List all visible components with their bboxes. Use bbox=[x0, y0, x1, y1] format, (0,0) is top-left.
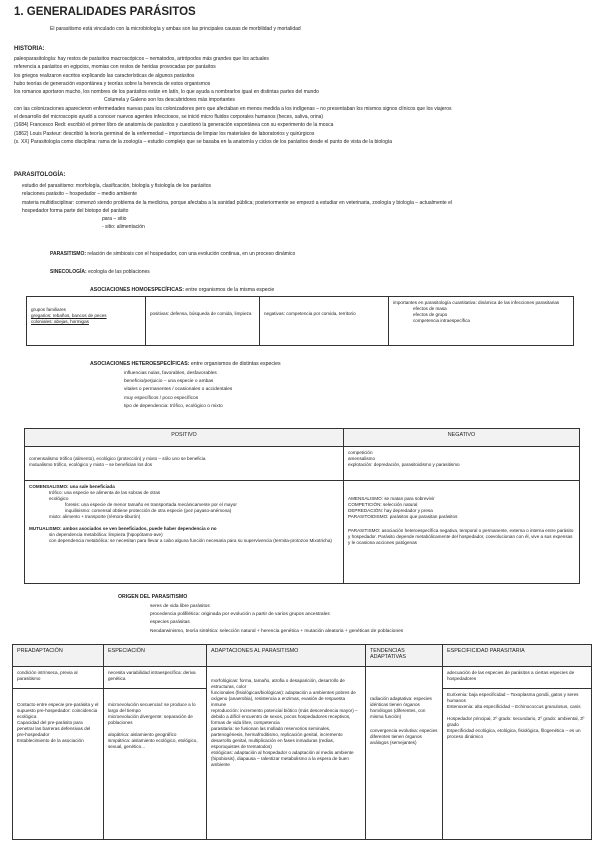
especiacion-line: microevolución secuencial: se produce a lo largo del tiempo bbox=[108, 702, 196, 713]
sinecologia-text: ecología de las poblaciones bbox=[88, 269, 150, 275]
summary-line: comensalismo trófico (alimento), ecológico (protección) y mixto – sólo uno se beneficia bbox=[29, 456, 206, 461]
summary-line: explotación: depredación, parasitoidismo y parasitismo bbox=[348, 462, 460, 467]
tend-line: convergencia evolutiva: especies diferentes tienen órganos análogos (semejantes) bbox=[370, 728, 438, 745]
parasitologia-line: hospedador forma parte del biotopo del parásito bbox=[22, 207, 129, 214]
preadapt-line: Contacto entre especie pre-parásita y el supuesto pre-hospedador: coincidencia ecológica bbox=[17, 702, 99, 719]
homo-cell-groups bbox=[27, 297, 146, 346]
header-preadaptacion: PREADAPTACIÓN bbox=[13, 645, 104, 667]
parasitismo-text: relación de simbiosis con el hospedador, con una evolución continua, en un proceso dinámico bbox=[87, 251, 296, 257]
adapt-line: funcionales (fisiológicas/biológicas): adaptación a ambientes pobres de oxígeno (anaerobia), resistencia a enzimas, evasión de respuesta inmune bbox=[211, 690, 356, 707]
bottom-table bbox=[12, 644, 592, 840]
hetero-label: ASOCIACIONES HETEROESPECÍFICAS: bbox=[90, 361, 190, 367]
negativo-summary bbox=[344, 447, 580, 481]
hetero-line: tipo de dependencia: trófico, ecológico o mixto bbox=[124, 403, 223, 409]
homo-cell-line: efectos de masa bbox=[413, 306, 447, 311]
hetero-line: beneficio/perjuicio – una especie o ambas bbox=[124, 379, 214, 385]
historia-heading: HISTORIA: bbox=[14, 46, 45, 52]
homo-label: ASOCIACIONES HOMOESPECÍFICAS: bbox=[90, 287, 184, 293]
especiacion-line: microevolución divergente: separación de poblaciones bbox=[108, 714, 193, 725]
especificidad-top: adecuación de las especies de parásitos a ciertas especies de hospedadores bbox=[443, 667, 592, 689]
detail-line: ecológico bbox=[49, 496, 69, 501]
homo-cell-line: importantes en parasitología cuantitativa: dinámica de las infecciones parasitarias bbox=[393, 300, 560, 305]
preadapt-line: Establecimiento de la asociación bbox=[17, 738, 84, 743]
espec-line: Especificidad ecológica, etológica, fisiológica, filogenética – es un proceso dinámico bbox=[447, 728, 581, 739]
detail-line: COMENSALISMO: una sale beneficiada bbox=[29, 484, 115, 489]
detail-line: PARASITOIDISMO: parásitos que parasitan parásitos bbox=[348, 514, 458, 519]
especiacion-line: simpátrica: aislamiento ecológico, etológico, sexual, genético... bbox=[108, 738, 198, 749]
homo-cell-line: grupos familiares bbox=[31, 307, 66, 312]
parasitologia-line: materia multidisciplinar: comenzó siendo problema de la medicina, porque afectaba a la sanidad pública; posteriormente se empezó a estudiar en veterinaria, zoología y biología – actualmente el bbox=[22, 199, 452, 206]
negativo-header: NEGATIVO bbox=[344, 429, 580, 447]
detail-line: sin dependencia metabólica: limpieza (hipopótamo-ave) bbox=[49, 532, 163, 537]
intro-text: El parasitismo está vinculado con la microbiología y ambas son las principales causas de morbilidad y mortalidad bbox=[50, 26, 301, 32]
historia-line: Columela y Galeno son los descubridores más importantes bbox=[104, 97, 235, 104]
historia-line: hubo teorías de generación espontánea y teorías sobre la herencia de estos organismos bbox=[14, 80, 211, 87]
origen-heading: ORIGEN DEL PARASITISMO bbox=[118, 594, 188, 600]
hetero-heading bbox=[90, 361, 281, 367]
positivo-detail bbox=[25, 481, 344, 584]
detail-line: MUTUALISMO: ambos asociados se ven beneficiados, puede haber dependencia o no bbox=[29, 526, 217, 531]
header-especiacion: ESPECIACIÓN bbox=[104, 645, 207, 667]
detail-line: mixto: alimento + transporte (rémora-tiburón) bbox=[49, 514, 141, 519]
homo-text: entre organismos de la misma especie bbox=[185, 287, 275, 293]
historia-line: (1684) Francesco Redi: escribió el primer libro de anatomía de parásitos y cuestionó la generación espontánea con su experimento de la mosca bbox=[14, 122, 334, 129]
parasitologia-line: relaciones parásito – hospedador – medio ambiente bbox=[22, 191, 138, 198]
detail-line: inquilinismo: comensal obtiene protección de otra especie (pez payaso-anémona) bbox=[65, 508, 232, 513]
hetero-text: entre organismos de distintas especies bbox=[190, 361, 281, 367]
header-adaptaciones: ADAPTACIONES AL PARASITISMO bbox=[207, 645, 366, 667]
sinecologia-def bbox=[50, 268, 600, 276]
hetero-list bbox=[124, 370, 524, 411]
adapt-line: reproducción: incremento potencial biótico (más descendencia mayor) – debido a difícil encuentro de sexos, pocos hospedadores receptivos, formas de vida libre, competencia bbox=[211, 708, 358, 725]
detail-line: AMENSALISMO: se matan para sobrevivir bbox=[348, 496, 435, 501]
preadapt-line: Capacidad del pre-parásito para penetrar las barreras defensivas del pre-hospedador bbox=[17, 720, 91, 737]
homo-cell-line: efectos de grupo bbox=[413, 312, 448, 317]
preadapt-list bbox=[13, 689, 104, 840]
homo-heading bbox=[90, 287, 274, 293]
homo-cell-line: coloniales: abejas, hormigas bbox=[31, 319, 89, 324]
detail-line: PARASITISMO: asociación heteroespecífica negativa, temporal o permanente, externa o interna entre parásito y hospedador. Parásito depende metabólicamente del hospedador, coevolucionan con él, vive a sus expensas y le ocasiona acciones patógenas bbox=[348, 528, 574, 545]
hetero-line: influencias nulas, favorables, desfavorables bbox=[124, 371, 217, 376]
parasitologia-line: para – sitio bbox=[102, 216, 127, 223]
origen-list bbox=[150, 603, 580, 636]
origen-line: Neodarwinismo, teoría sintética: selección natural + herencia genética + mutación aleatoria + genéticas de poblaciones bbox=[150, 628, 404, 634]
historia-line: los griegos realizaron escritos explicando las características de algunos parásitos bbox=[14, 72, 195, 79]
parasitologia-heading: PARASITOLOGÍA: bbox=[14, 172, 66, 178]
homo-table bbox=[26, 296, 574, 346]
sinecologia-label: SINECOLOGÍA: bbox=[50, 269, 87, 275]
homo-cell-quantitative bbox=[389, 297, 574, 346]
page-title: 1. GENERALIDADES PARÁSITOS bbox=[14, 6, 196, 18]
historia-line: paleoparasitología: hay restos de parásitos macroscópicos – nematodos, artrópodos más grandes que los actuales bbox=[14, 56, 269, 62]
historia-line: (s. XX) Parasitología como disciplina: rama de la zoología – estudio complejo que se basaba en la anatomía y ciclos de los parásitos desde el punto de vista de la biología bbox=[14, 138, 393, 145]
negativo-detail bbox=[344, 481, 580, 584]
parasitismo-def bbox=[50, 250, 600, 258]
historia-line: con las colonizaciones aparecieron enfermedades nuevas para los colonizadores pero que afectaban en menos medida a los indígenas – no presentaban los mismos signos clínicos que los viajeros bbox=[14, 105, 452, 112]
preadapt-top: condición intrínseca, previa al parasitismo bbox=[13, 667, 104, 689]
detail-line: COMPETICIÓN: selección natural bbox=[348, 502, 418, 507]
origen-line: seres de vida libre parásitos bbox=[150, 604, 210, 609]
homo-cell-line: competencia intraespecífica bbox=[413, 318, 470, 323]
historia-line: referencia a parásitos en egipcios, momias con restos de heridas provocadas por parásitos bbox=[14, 64, 216, 71]
parasitologia-line: - sitio: alimentación bbox=[102, 224, 145, 231]
tend-line: radiación adaptativa: especies idénticas tienen órganos homólogos (diferentes, con misma función) bbox=[370, 696, 432, 719]
espec-line: Estenoxenia: alta especificidad – Echinococcus granulosus, canis bbox=[447, 704, 581, 709]
espec-line: Hospedador principal, 2º grado: secundario, 2º grado: ambiental, 3º grado bbox=[447, 716, 585, 727]
historia-list bbox=[14, 55, 594, 146]
positivo-header: POSITIVO bbox=[25, 429, 344, 447]
summary-line: mutualismo trófico, ecológico y mixto – se benefician los dos bbox=[29, 462, 153, 467]
tendencias-cell bbox=[366, 667, 443, 840]
origen-line: procedencia polifilética: originada por evolución a partir de varios grupos ancestrales bbox=[150, 612, 330, 618]
hetero-line: vitales o permanentes / ocasionales o accidentales bbox=[124, 387, 233, 393]
posneg-table bbox=[24, 428, 580, 584]
parasitologia-list bbox=[22, 182, 600, 232]
especiacion-line: alopátrica: aislamiento geográfico bbox=[108, 732, 177, 737]
homo-cell-negative: negativas: competencia por comida, territorio bbox=[260, 297, 389, 346]
header-tendencias: TENDENCIAS ADAPTATIVAS bbox=[366, 645, 443, 667]
summary-line: competición bbox=[348, 450, 373, 455]
parasitologia-line: estudio del parasitismo: morfología, clasificación, biología y fisiología de los parásitos bbox=[22, 183, 211, 189]
hetero-line: muy específicos / poco específicos bbox=[124, 395, 199, 401]
homo-cell-positive: positivas: defensa, búsqueda de comida, limpieza bbox=[146, 297, 260, 346]
parasitismo-label: PARASITISMO: bbox=[50, 251, 87, 257]
detail-line: con dependencia metabólica: se necesitan para llevar a cabo alguna función necesaria para su supervivencia (termita-protozoo Mixotricha) bbox=[49, 538, 332, 543]
especiacion-top: necesita variabilidad intraespecífica: deriva genética bbox=[104, 667, 207, 689]
detail-line: DEPREDACIÓN: hay depredador y presa bbox=[348, 508, 433, 513]
especificidad-list bbox=[443, 689, 592, 840]
historia-line: (1862) Louis Pasteur: describió la teoría germinal de la enfermedad – importancia de limpiar los materiales de laboratorios y quirúrgicos bbox=[14, 130, 315, 137]
adaptaciones-cell bbox=[207, 667, 366, 840]
historia-line: el desarrollo del microscopio ayudó a conocer nuevos agentes infecciosos, se inició micro fluidos corporales humanos (heces, saliva, orina) bbox=[14, 114, 324, 121]
espec-line: Euríxenia: baja especificidad – Toxoplasma gondii, gatos y seres humanos bbox=[447, 692, 579, 703]
adapt-line: morfológicas: forma, tamaño, atrofia o desaparición, desarrollo de estructuras, color bbox=[211, 678, 345, 689]
summary-line: amensalismo bbox=[348, 456, 376, 461]
header-especificidad: ESPECIFICIDAD PARASITARIA bbox=[443, 645, 592, 667]
adapt-line: etológicas: adaptación al hospedador o adaptación al medio ambiente (hipobiosis), diapausa – ralentizar metabolismo a la espera de buen ambiente bbox=[211, 750, 354, 767]
adapt-line: parasitaria: se fusionan las mollado reservorios seminales, partenogénesis, hermafroditismo, replicación genital, incremento desarrollo genital, multiplicación en fases inmaduras (redias, esporoquistes de trematodos) bbox=[211, 726, 343, 749]
detail-line: foresis: una especie de menor tamaño es transportada mecánicamente por el mayor bbox=[65, 502, 237, 507]
detail-line: trófico: una especie se alimenta de las sobras de otras bbox=[49, 490, 161, 495]
especiacion-list bbox=[104, 689, 207, 840]
positivo-summary bbox=[25, 447, 344, 481]
origen-line: especies parásitas bbox=[150, 620, 190, 626]
homo-cell-line: gregarios: rebaños, bancos de peces bbox=[31, 313, 107, 318]
historia-line: los romanos aportaron mucho, los nombres de los parásitos están en latín, lo que ayuda a nombrarlos igual en distintas partes del mundo bbox=[14, 89, 319, 96]
